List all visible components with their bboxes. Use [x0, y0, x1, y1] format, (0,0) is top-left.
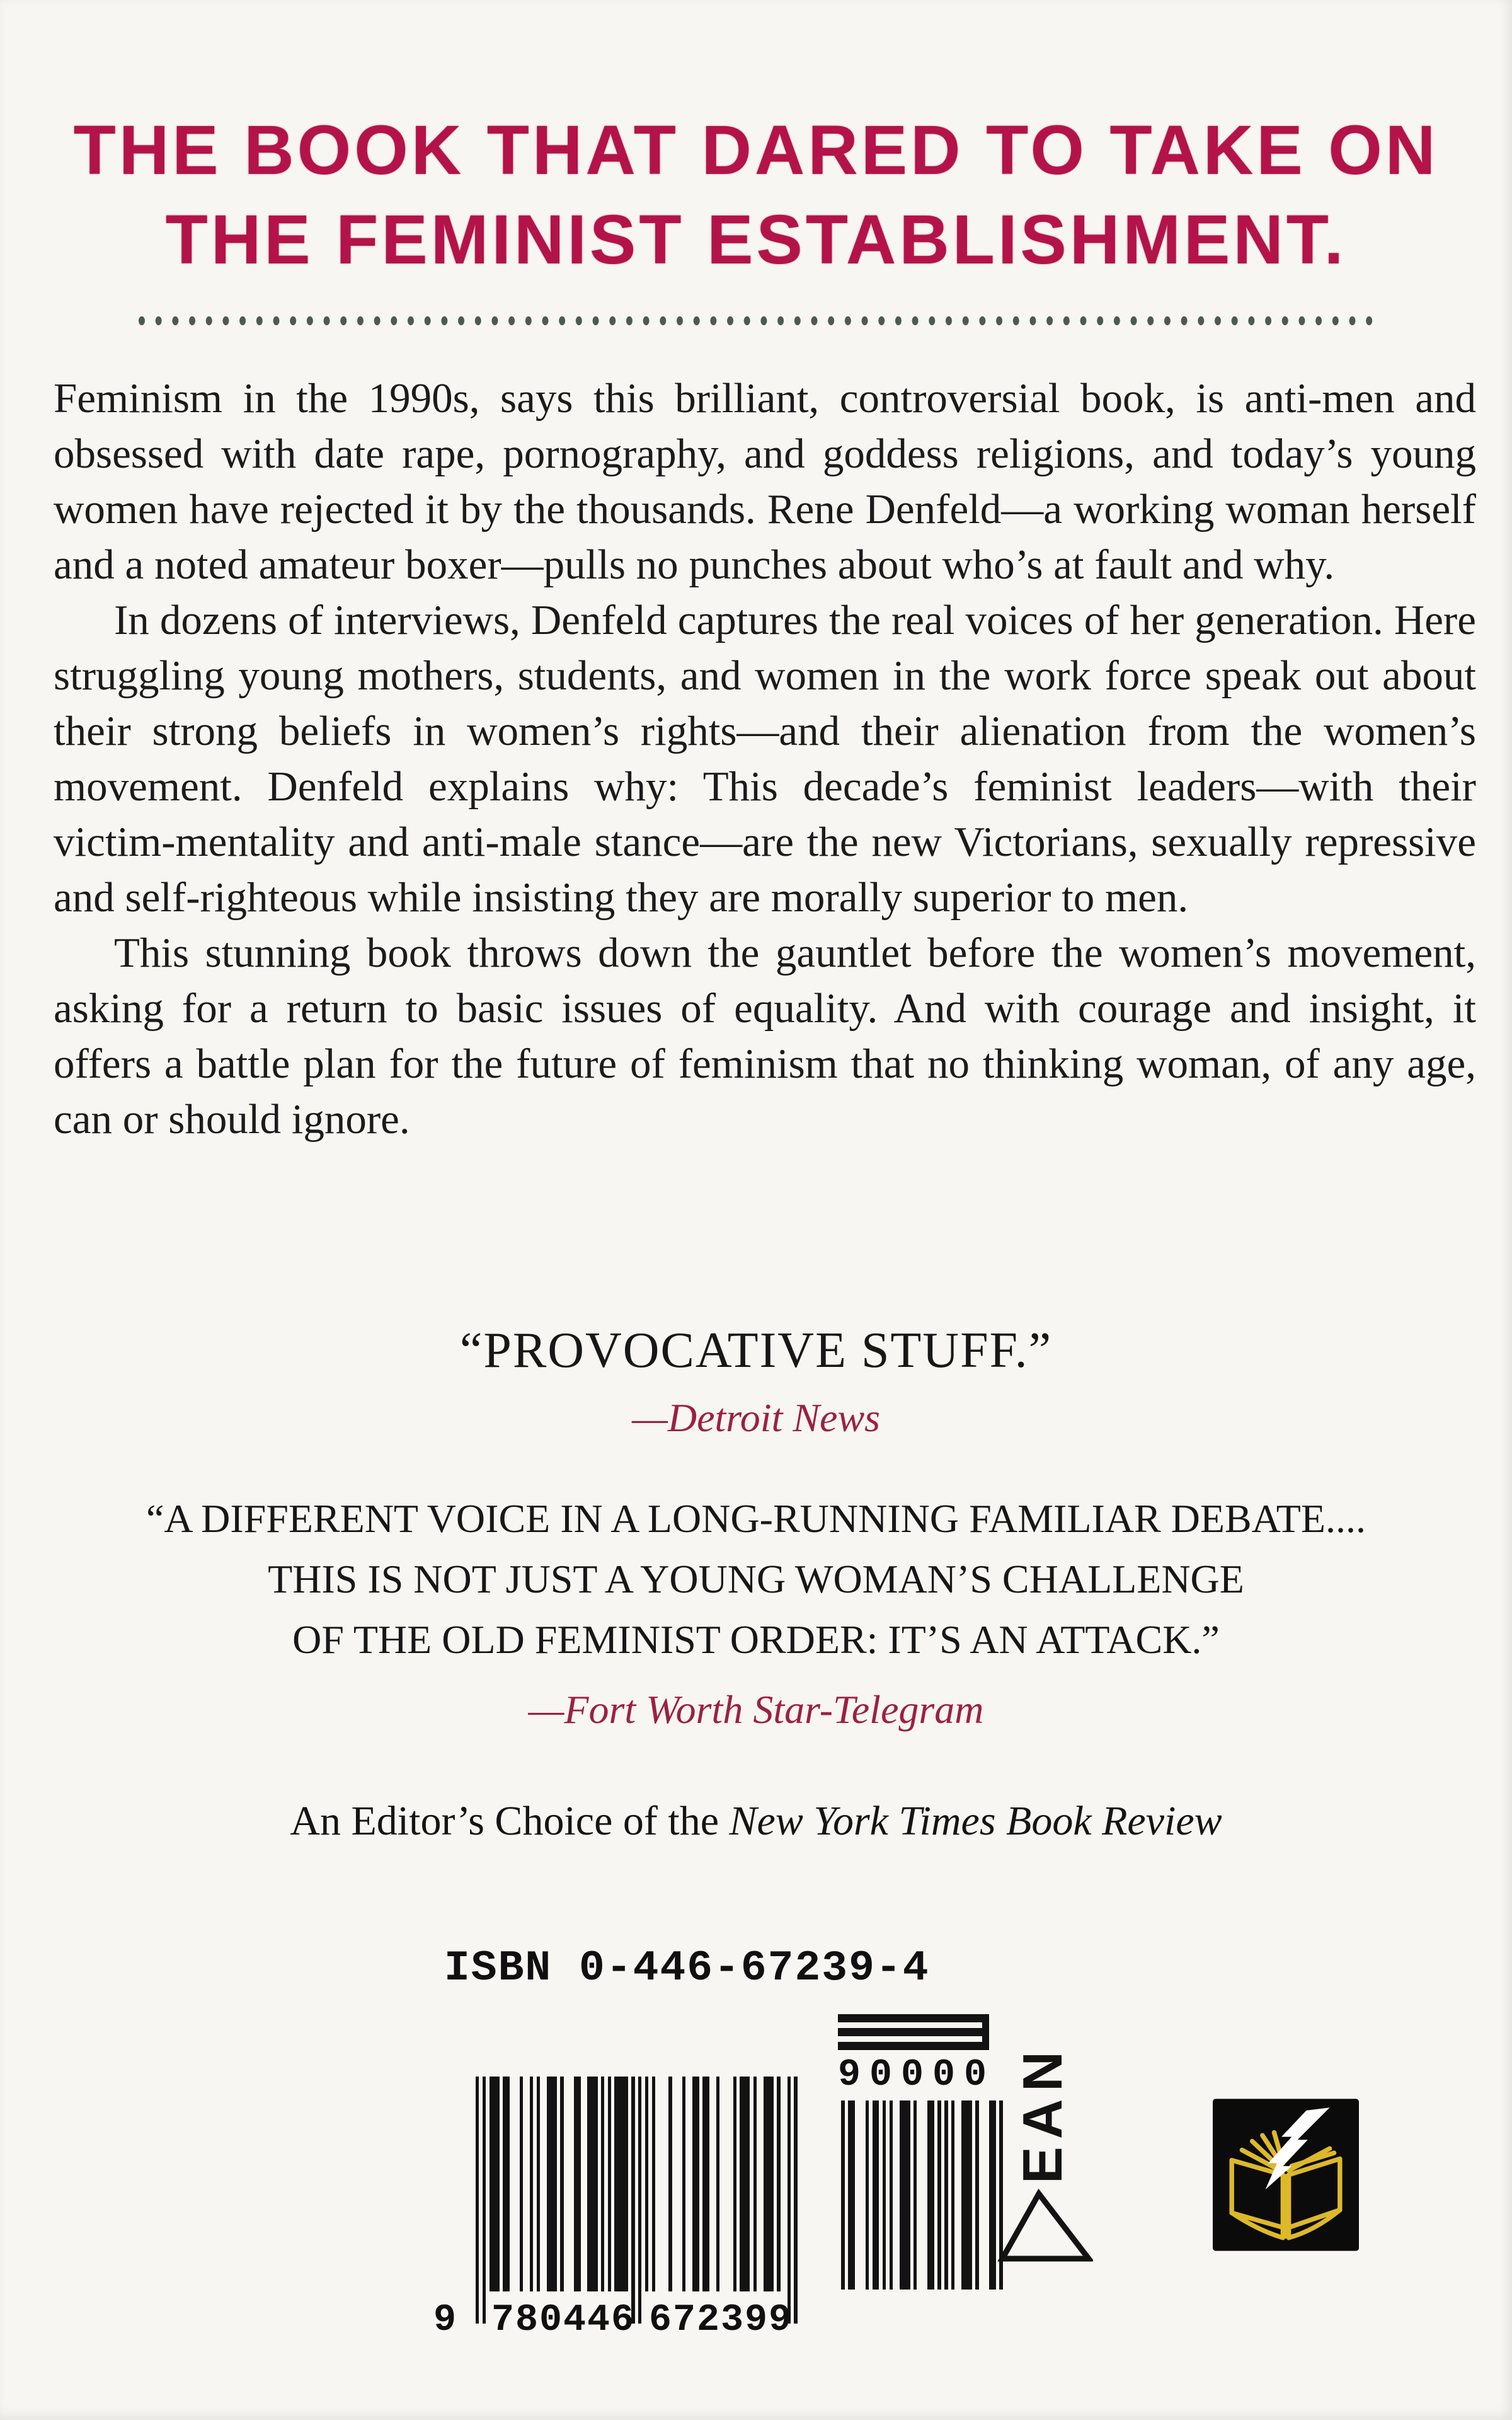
- tagline-headline: [0, 106, 1512, 285]
- synopsis-paragraph-1: Feminism in the 1990s, says this brilliant, controversial book, is anti-men and obsessed with date rape, pornography, and goddess religions, and today’s young women have rejected it by the thousands. Rene Denfeld—a working woman herself and a noted amateur boxer—pulls no punches about who’s at fault and why.: [54, 375, 1476, 588]
- editors-choice-publication: New York Times Book Review: [729, 1798, 1222, 1844]
- barcode-lead-digit: 9: [433, 2299, 458, 2342]
- synopsis-paragraph-3: This stunning book throws down the gauntlet before the women’s movement, asking for a return to basic issues of equality. And with courage and insight, it offers a battle plan for the future of feminism that no thinking woman, of any age, can or should ignore.: [54, 930, 1476, 1143]
- supplemental-bars: [838, 2100, 1003, 2290]
- supplemental-barcode: [838, 2014, 1003, 2290]
- warner-books-logo: [1213, 2099, 1359, 2251]
- ladder-bar: [838, 2042, 989, 2050]
- synopsis: [54, 371, 1476, 1147]
- tagline-line-1: THE BOOK THAT DARED TO TAKE ON: [73, 112, 1439, 189]
- review-quote-line-3: OF THE OLD FEMINIST ORDER: IT’S AN ATTACK.”: [292, 1617, 1220, 1662]
- ean-triangle-icon: [997, 2189, 1093, 2263]
- review-attribution: —Fort Worth Star-Telegram: [528, 1687, 984, 1732]
- synopsis-paragraph-2: In dozens of interviews, Denfeld captures the real voices of her generation. Here struggling young mothers, students, and women in the work force speak out about their strong beliefs in women’s rights—and their alienation from the women’s movement. Denfeld explains why: This decade’s feminist leaders—with their victim-mentality and anti-male stance—are the new Victorians, sexually repressive and self-righteous while insisting they are morally superior to men.: [54, 597, 1476, 921]
- ean13-barcode: [476, 2077, 797, 2324]
- ean-ladder-mark: [838, 2014, 989, 2050]
- review-quote-line-1: “A DIFFERENT VOICE IN A LONG-RUNNING FAMILIAR DEBATE....: [146, 1496, 1366, 1541]
- review-quote-line-2: THIS IS NOT JUST A YOUNG WOMAN’S CHALLENGE: [268, 1557, 1244, 1601]
- barcode-left-digits: 780446: [491, 2299, 636, 2342]
- ladder-end-cap: [982, 2014, 989, 2048]
- barcode-right-digits: 672399: [649, 2299, 793, 2342]
- editors-choice-prefix: An Editor’s Choice of the: [290, 1798, 730, 1844]
- review-attribution: —Detroit News: [631, 1395, 881, 1440]
- review-quote-detroit-news: [38, 1322, 1474, 1441]
- review-quote-text: “PROVOCATIVE STUFF.”: [459, 1323, 1053, 1378]
- ladder-bar: [838, 2014, 989, 2022]
- dotted-divider: [134, 313, 1376, 328]
- ean-logo-label: EAN: [1011, 2044, 1074, 2184]
- ladder-bar: [838, 2028, 989, 2036]
- tagline-line-2: THE FEMINIST ESTABLISHMENT.: [165, 201, 1347, 279]
- supplemental-digits: 90000: [838, 2054, 996, 2097]
- isbn-label: ISBN 0-446-67239-4: [444, 1944, 930, 1993]
- editors-choice-note: [0, 1797, 1512, 1845]
- review-quote-star-telegram: [38, 1489, 1474, 1733]
